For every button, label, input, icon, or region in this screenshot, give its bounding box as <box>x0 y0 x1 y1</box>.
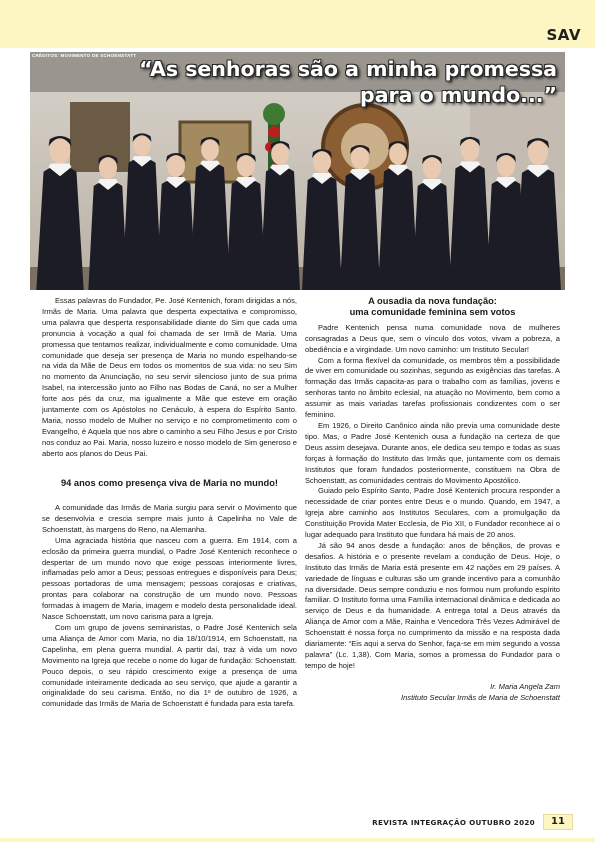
group-photo <box>30 52 565 290</box>
pull-quote-line-1: “As senhoras são a minha promessa <box>139 57 557 81</box>
article-paragraph: Essas palavras do Fundador, Pe. José Kentenich, foram dirigidas a nós, Irmãs de Maria. Uma palavra que desperta expectativa e compromisso, uma palavra que desperta responsabilidade diante do Sim que cada uma pronuncia à vocação a qual foi chamada de ser Irmã de Maria. Uma promessa que tentamos realizar, individualmente e como comunidade. Uma comunidade que deseja ser presença de Maria no mundo espelhando-se na vida da Mãe de Deus em todos os momentos de sua vida: no seu Sim no momento da Anunciação, no seu servir silencioso junto de sua prima Isabel, na intercessão junto ao Filho nas Bodas de Caná, no ser a Mulher forte aos pés da cruz, ma igualmente a Mãe que esteve em oração juntamente com os Apóstolos no Cenáculo, à espera do Espírito Santo. Maria, nosso modelo de Mulher no serviço e no comprometimento com o Evangelho, é Aquela que nos abre o caminho a seu Filho Jesus e por Cristo nos conduz ao Pai. Maria, nosso luzeiro e nosso modelo de Sim generoso e aberto aos planos do Deus Pai. <box>42 296 297 458</box>
heading-line-1: A ousadia da nova fundação: <box>368 296 497 306</box>
page-number: 11 <box>543 814 573 830</box>
article-paragraph: A comunidade das Irmãs de Maria surgiu para servir o Movimento que se desenvolvia e crescia sempre mais junto à Capelinha no Vale de Schoenstatt, às margens do Reno, na Alemanha. <box>42 503 297 534</box>
article-paragraph: Em 1926, o Direito Canônico ainda não previa uma comunidade deste tipo. Mas, o Padre José Kentenich ousa a fundação na certeza de que Deus assim desejava. Durante anos, ele dedica seu tempo e todas as suas forças à formação do Instituto das Irmãs que, juntamente com os demais Institutos que foram fundados posteriormente, constituem na Obra de Schoenstatt, as comunidades centrais do Movimento Apostólico. <box>305 420 560 485</box>
section-heading-ousadia <box>305 296 560 319</box>
heading-line-2: uma comunidade feminina sem votos <box>349 307 516 318</box>
article-paragraph: Com um grupo de jovens seminaristas, o Padre José Kentenich sela uma Aliança de Amor com Maria, no dia 18/10/1914, em Schoenstatt, na Capelinha, em plena guerra mundial. A partir daí, traz à vida um novo Movimento na Igreja que recebe o nome do lugar de fundação: Schoenstatt. Pouco depois, o seu rápido crescimento exige a presença de uma comunidade inteiramente dedicada ao seu serviço, que ajude a garantir a originalidade do seu carisma. Então, no dia 1º de outubro de 1926, a comunidade das Irmãs de Maria de Schoenstatt é fundada para esta tarefa. <box>42 622 297 709</box>
left-body-paragraphs <box>42 503 297 710</box>
pull-quote <box>137 56 557 108</box>
signature-org: Instituto Secular Irmãs de Maria de Schoenstatt <box>401 692 560 702</box>
article-paragraph: Com a forma flexível da comunidade, os membros têm a possibilidade de viver em comunidade ou sozinhas, segundo as exigências das tarefas. A formação das Irmãs capacita-as para o trabalho com as famílias, jovens e senhoras tanto no âmbito eclesial, na atuação no Movimento, bem como a assumir as mais variadas tarefas profissionais condizentes com o ser feminino. <box>305 355 560 420</box>
footer-band <box>0 838 595 842</box>
article-paragraph: Guiado pelo Espírito Santo, Padre José Kentenich procura responder a necessidade de criar pontes entre Deus e o mundo. Quando, em 1947, a Igreja abre caminho aos Institutos Seculares, com a promulgação da Constituição Provida Mater Ecclesia, de Pio XII, o Fundador reconhece aí o lugar adequado para Instituto que fundara há mais de 20 anos. <box>305 486 560 540</box>
article-paragraph: Uma agraciada história que nasceu com a guerra. Em 1914, com a eclosão da primeira guerra mundial, o Padre José Kentenich reconhece o despertar de um mundo novo que exige pessoas interiormente livres, inflamadas pelo amor a Deus; pessoas entregues e disponíveis para Deus; pessoas portadoras de uma mensagem; pessoas corajosas e criativas, prontas para colaborar na construção de um mundo novo. Pessoas formadas à imagem de Maria, imagem e modelo desta personalidade ideal. Nasce Schoenstatt, um novo carisma para a Igreja. <box>42 535 297 622</box>
section-heading-94-anos: 94 anos como presença viva de Maria no mundo! <box>61 477 278 488</box>
article-right-column <box>305 296 560 704</box>
top-color-band <box>0 0 595 48</box>
article-paragraph: Padre Kentenich pensa numa comunidade nova de mulheres consagradas a Deus que, sem o vínculo dos votos, vivam a pobreza, a obediência e a virgindade. Um novo caminho: um Instituto Secular! <box>305 322 560 354</box>
signature-name: Ir. Maria Angela Zam <box>490 681 560 691</box>
section-tag: SAV <box>546 26 581 44</box>
photo-credit: CRÉDITOS: MOVIMENTO DE SCHOENSTATT <box>32 53 137 58</box>
intro-paragraphs <box>42 296 297 460</box>
right-body-paragraphs <box>305 323 560 672</box>
pull-quote-line-2: para o mundo...” <box>360 83 557 107</box>
article-paragraph: Já são 94 anos desde a fundação: anos de bênçãos, de provas e desafios. A história e o presente revelam a condução de Deus. Hoje, o Instituto das Irmãs de Maria está presente em 42 nações em 29 países. A variedade de línguas e culturas são um grande incentivo para a comunhão na diversidade. Deus sempre conduziu e nos formou num profundo espírito familiar. O Instituto forma uma Família internacional dinâmica e dedicada ao serviço de Deus e da humanidade. A entrega total a Deus através da Aliança de Amor com a Mãe, Rainha e Vencedora Três Vezes Admirável de Schoenstatt é nossa força no cumprimento da missão e na resposta dada diariamente: “Eis aqui a serva do Senhor, faça-se em mim segundo a vossa palavra” (Lc. 1,38). Com Maria, somos a promessa do Fundador para o tempo de hoje! <box>305 540 560 670</box>
article-left-column <box>42 296 297 710</box>
footer-publication: REVISTA INTEGRAÇÃO OUTUBRO 2020 <box>372 818 535 827</box>
signature <box>305 682 560 704</box>
